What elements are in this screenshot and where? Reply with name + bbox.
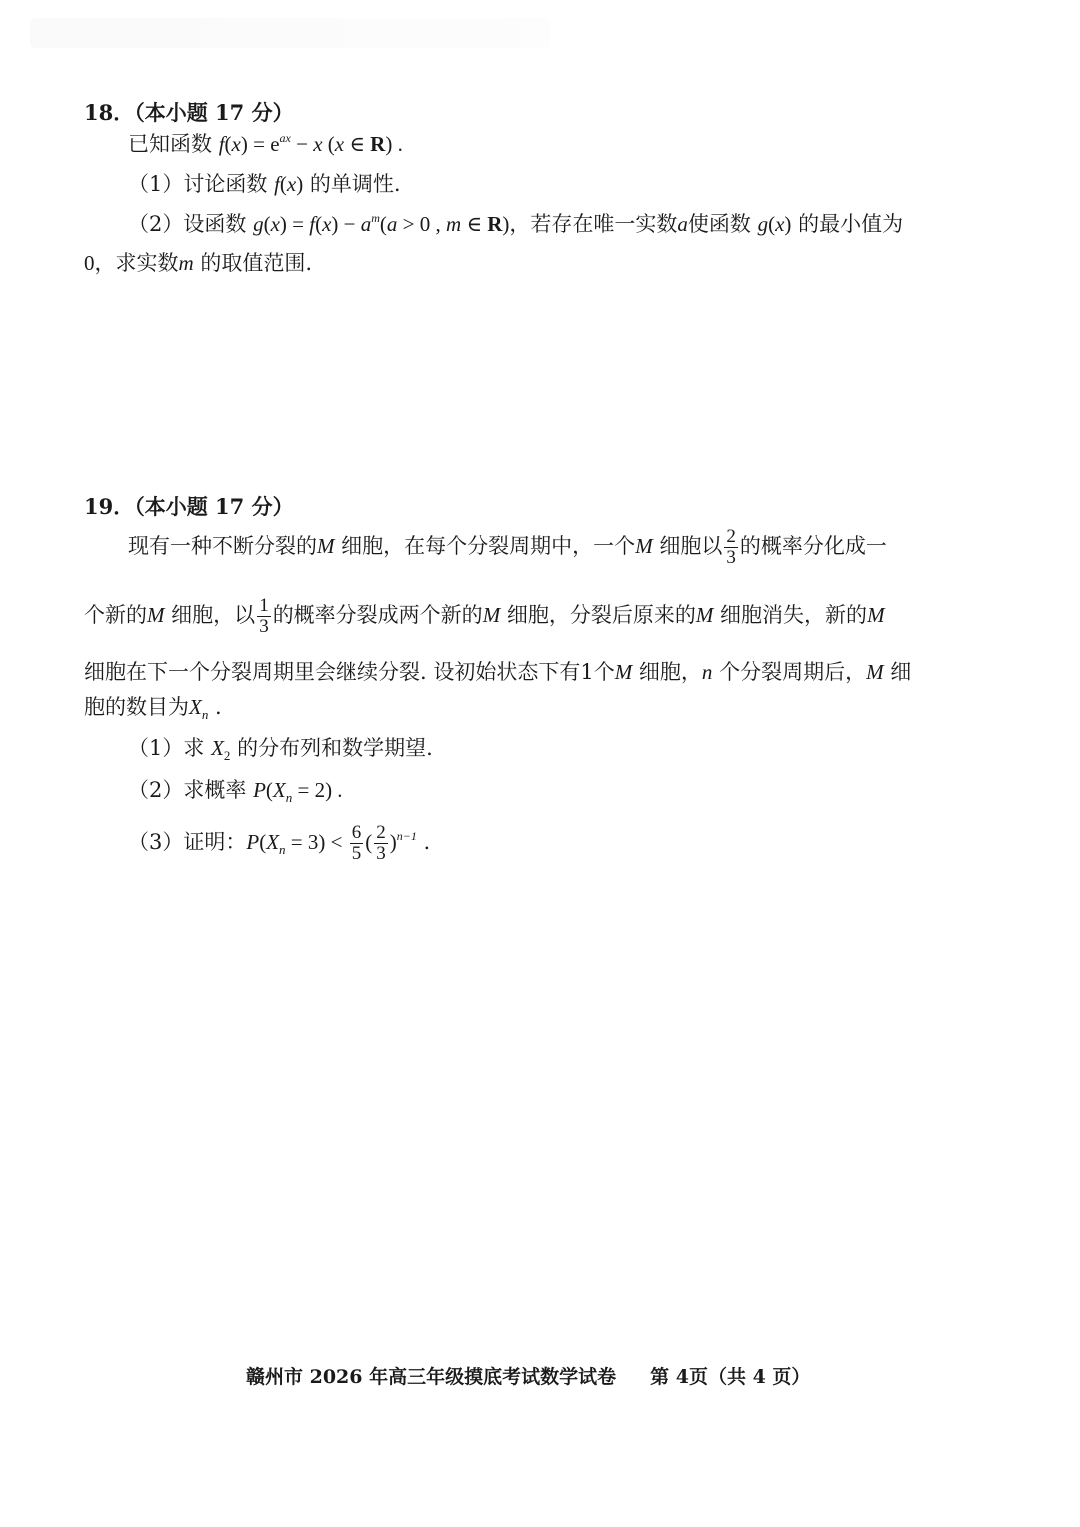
fraction-2-3-b: $\frac{2}{3}$ bbox=[376, 822, 386, 864]
fraction-2-3: $\frac{2}{3}$ bbox=[726, 526, 736, 568]
fraction-1-3: $\frac{1}{3}$ bbox=[259, 595, 269, 637]
q18-f: f bbox=[218, 132, 225, 156]
q19-para-line3: 细胞在下一个分裂周期里会继续分裂. 设初始状态下有1个M 细胞，n 个分裂周期后，M 细 bbox=[84, 660, 912, 684]
q18-intro-prefix: 已知函数 bbox=[128, 132, 219, 156]
q19-para-line4: 胞的数目为$X_n$ . bbox=[84, 695, 222, 722]
q19-header bbox=[84, 491, 294, 521]
q18-intro: 已知函数 $f(x) = e^{ax} - x$ (x ∈ R) . bbox=[128, 131, 403, 156]
q19-part1: （1）求 $X_2$ 的分布列和数学期望. bbox=[128, 736, 433, 763]
fraction-6-5: $\frac{6}{5}$ bbox=[351, 822, 362, 864]
exam-title: 赣州市 2026 年高三年级摸底考试数学试卷 bbox=[246, 1366, 617, 1388]
q19-part2: （2）求概率 $P(X_n = 2)$ . bbox=[128, 778, 343, 805]
q18-number: 18． bbox=[84, 100, 135, 125]
page-footer bbox=[246, 1362, 810, 1389]
q18-points: （本小题 17 分） bbox=[134, 100, 294, 125]
q18-header bbox=[84, 97, 294, 127]
page-number: 第 4页（共 4 页） bbox=[650, 1366, 811, 1388]
q19-points: （本小题 17 分） bbox=[134, 494, 294, 519]
q18-part2-line2: 0，求实数m 的取值范围. bbox=[84, 251, 313, 275]
scan-artifact bbox=[30, 18, 550, 48]
q19-number: 19． bbox=[84, 494, 135, 519]
q19-part3: （3）证明：$P(X_n = 3)$ < $\frac{6}{5}$ ( $\frac{2}{3}$ )$^{n-1}$ . bbox=[128, 822, 431, 864]
q19-para-line2: 个新的M 细胞，以 $\frac{1}{3}$ 的概率分裂成两个新的M 细胞，分裂后原来的M 细胞消失，新的M bbox=[84, 595, 885, 637]
q19-para-line1: 现有一种不断分裂的M 细胞，在每个分裂周期中，一个M 细胞以 $\frac{2}{3}$ 的概率分化成一 bbox=[128, 526, 887, 568]
q18-part1: （1）讨论函数 f(x) 的单调性. bbox=[128, 172, 401, 196]
q18-part2: （2）设函数 $g(x) = f(x) - a^m(a > 0$ , m ∈ R)，若存在唯一实数a使函数 g(x) 的最小值为 bbox=[128, 211, 904, 236]
